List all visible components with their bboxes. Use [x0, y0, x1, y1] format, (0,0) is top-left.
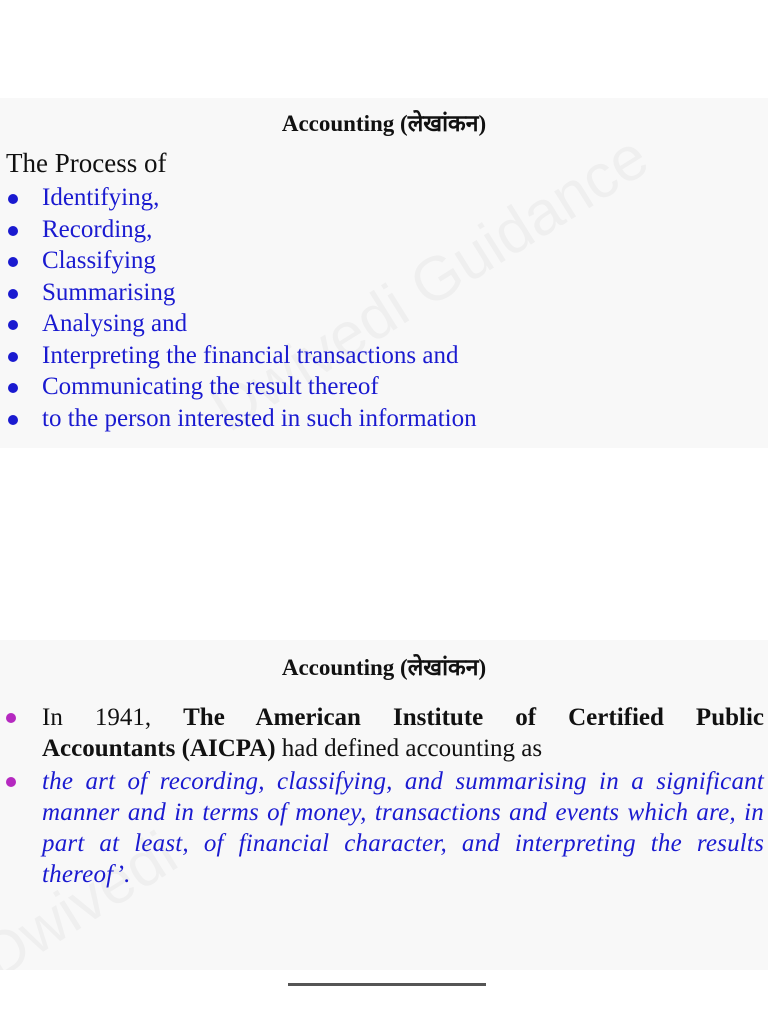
aicpa-name-part-2: Accountants (AICPA) — [42, 735, 276, 762]
bullet-icon — [6, 713, 16, 723]
list-item — [0, 245, 477, 277]
bullet-icon — [8, 320, 18, 330]
list-item — [0, 371, 477, 403]
list-item — [0, 214, 477, 246]
list-item-label: to the person interested in such information — [42, 404, 477, 432]
list-item — [0, 403, 477, 435]
bullet-icon — [8, 289, 18, 299]
bullet-icon — [8, 415, 18, 425]
slide-aicpa-definition — [0, 640, 768, 970]
process-steps-list — [0, 182, 477, 434]
aicpa-year-text: In 1941, — [42, 704, 184, 731]
list-item — [0, 277, 477, 309]
list-item — [0, 182, 477, 214]
list-item-label: Recording, — [42, 215, 153, 243]
aicpa-defined-text: had defined accounting as — [275, 735, 543, 762]
slide-title: Accounting (लेखांकन) — [281, 111, 487, 136]
bullet-icon — [8, 194, 18, 204]
list-item — [0, 340, 477, 372]
aicpa-name-part-1: The American Institute of Certified Public — [183, 704, 765, 731]
slide-process-of-accounting — [0, 98, 768, 448]
list-item-label: Summarising — [42, 278, 176, 306]
list-item — [0, 308, 477, 340]
process-intro: The Process of — [6, 148, 167, 178]
bullet-icon — [8, 226, 18, 236]
bullet-icon — [8, 383, 18, 393]
list-item-label: Interpreting the financial transactions and — [42, 341, 459, 369]
slide-title: Accounting (लेखांकन) — [281, 655, 487, 680]
list-item-label: Classifying — [42, 247, 156, 274]
list-item-label: Analysing and — [42, 310, 188, 337]
aicpa-intro-line-1 — [42, 702, 764, 733]
list-item-label: Communicating the result thereof — [42, 373, 379, 400]
bullet-icon — [6, 777, 16, 787]
aicpa-intro-text — [42, 702, 764, 764]
aicpa-definition-text: the art of recording, classifying, and summarising in a significant manner and in terms of money, transactions and events which are, in part at least, of financial character, and interpreting the results thereof’. — [42, 768, 764, 888]
bullet-icon — [8, 257, 18, 267]
list-item-label: Identifying, — [42, 184, 160, 211]
bullet-icon — [8, 352, 18, 362]
page-scroll-indicator — [288, 983, 486, 986]
